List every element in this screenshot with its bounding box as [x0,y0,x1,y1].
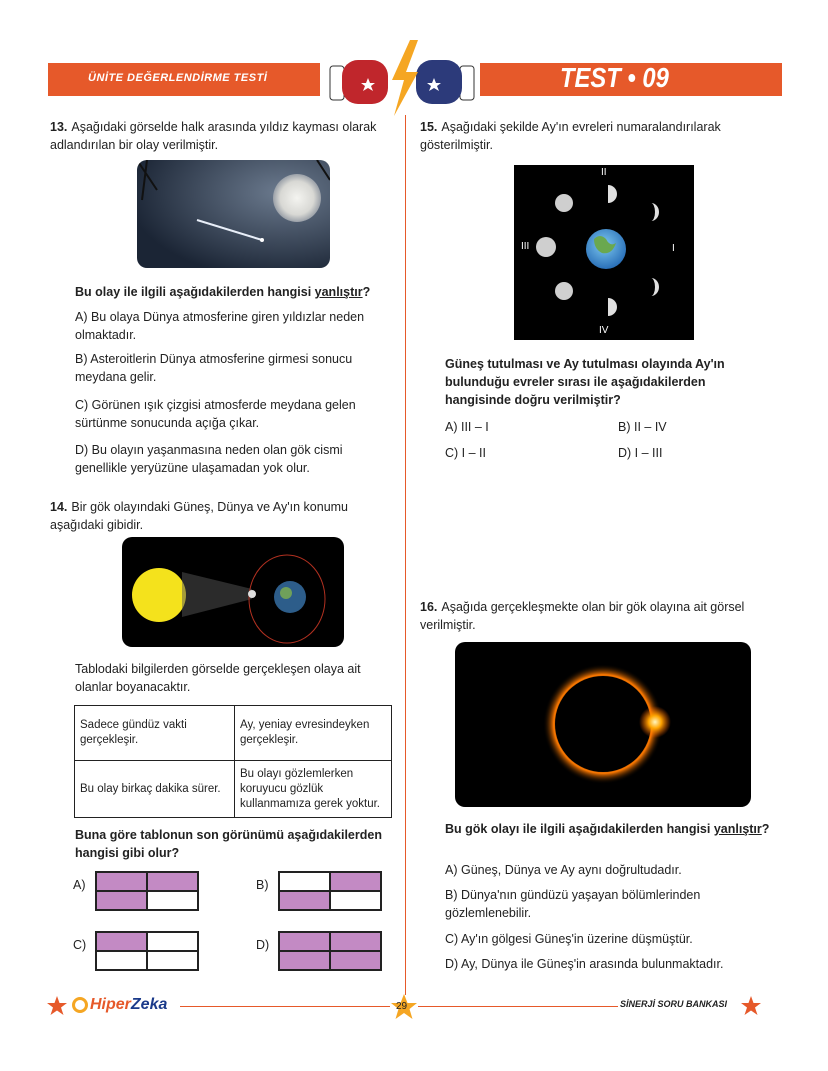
q16-question-underlined: yanlıştır [713,822,762,836]
sun-earth-moon-diagram [122,537,344,647]
table-cell: Sadece gündüz vakti gerçekleşir. [75,706,235,761]
q14-info: Tablodaki bilgilerden görselde gerçekleşen olaya ait olanlar boyanacaktır. [75,662,361,694]
q15-stem-text: Aşağıdaki şekilde Ay'ın evreleri numaralandırılarak gösterilmiştir. [420,120,721,152]
q14-option-b-label[interactable]: B) [256,878,269,892]
table-row [75,706,392,761]
q15-option-c[interactable]: C) I – II [445,446,486,460]
q13-option-a[interactable]: A) Bu olaya Dünya atmosferine giren yıldızlar neden olmaktadır. [75,310,365,342]
table-cell: Ay, yeniay evresindeyken gerçekleşir. [235,706,392,761]
q14-option-a-grid[interactable] [95,871,199,911]
q14-stem-text: Bir gök olayındaki Güneş, Dünya ve Ay'ın konumu aşağıdaki gibidir. [50,500,349,532]
q16-number: 16. [420,600,438,614]
q15-option-a[interactable]: A) III – I [445,420,489,434]
table-cell: Bu olayı gözlemlerken koruyucu gözlük kullanmamıza gerek yoktur. [235,761,392,818]
phase-label-i: I [672,243,675,254]
table-cell: Bu olay birkaç dakika sürer. [75,761,235,818]
q14-option-c-label[interactable]: C) [73,938,87,952]
q13-question-underlined: yanlıştır [314,285,363,299]
footer-line-left [180,1006,390,1007]
q16-question-text: Bu gök olayı ile ilgili aşağıdakilerden hangisi [445,822,714,836]
meteor-photo [137,160,330,268]
moon-phases-diagram [514,165,694,340]
q15-option-d[interactable]: D) I – III [618,446,663,460]
q16-question-mark: ? [761,822,770,836]
q15-number: 15. [420,120,438,134]
phase-label-iii: III [521,241,530,252]
brand-logo [72,996,167,1014]
q16-question [445,820,770,838]
boxing-gloves-icon [322,38,482,118]
q14-table [74,705,392,818]
brand-name-b: Zeka [130,996,168,1013]
q14-question: Buna göre tablonun son görünümü aşağıdakilerden hangisi gibi olur? [75,828,382,860]
page-number: 29 [396,1001,408,1012]
star-icon-right [740,995,762,1017]
solar-eclipse-photo [455,642,751,807]
q16-stem [420,598,770,634]
test-number: TEST • 09 [560,62,669,93]
q14-option-c-grid[interactable] [95,931,199,971]
footer-line-right [418,1006,618,1007]
column-divider [405,115,406,995]
q13-option-c[interactable]: C) Görünen ışık çizgisi atmosferde meydana gelen sürtünme sonucunda açığa çıkar. [75,398,356,430]
q15-question: Güneş tutulması ve Ay tutulması olayında Ay'ın bulunduğu evreler sırası ile aşağıdakilerden hangisinde doğru verilmiştir? [445,357,725,407]
q14-number: 14. [50,500,68,514]
brand-name-a: Hiper [90,996,131,1013]
star-icon [46,995,68,1017]
q13-option-b[interactable]: B) Asteroitlerin Dünya atmosferine girmesi sonucu meydana gelir. [75,352,353,384]
q13-stem-text: Aşağıdaki görselde halk arasında yıldız kayması olarak adlandırılan bir olay verilmiştir. [50,120,377,152]
q14-stem [50,498,392,534]
q13-question [75,283,395,301]
q13-question-mark: ? [362,285,371,299]
q14-option-b-grid[interactable] [278,871,382,911]
phase-label-ii: II [601,167,607,178]
q16-option-a[interactable]: A) Güneş, Dünya ve Ay aynı doğrultudadır. [445,863,682,877]
q13-stem [50,118,392,154]
q16-option-c[interactable]: C) Ay'ın gölgesi Güneş'in üzerine düşmüştür. [445,932,693,946]
q14-option-d-grid[interactable] [278,931,382,971]
series-name: SİNERJİ SORU BANKASI [620,999,728,1009]
q13-question-text: Bu olay ile ilgili aşağıdakilerden hangisi [75,285,315,299]
q15-option-b[interactable]: B) II – IV [618,420,667,434]
table-row [75,761,392,818]
q13-option-d[interactable]: D) Bu olayın yaşanmasına neden olan gök cismi genellikle yeryüzüne ulaşamadan yok olur. [75,443,343,475]
q16-stem-text: Aşağıda gerçekleşmekte olan bir gök olayına ait görsel verilmiştir. [420,600,745,632]
q14-option-d-label[interactable]: D) [256,938,270,952]
q16-option-d[interactable]: D) Ay, Dünya ile Güneş'in arasında bulunmaktadır. [445,957,724,971]
q13-number: 13. [50,120,68,134]
phase-label-iv: IV [599,325,609,336]
q14-option-a-label[interactable]: A) [73,878,86,892]
q16-option-b[interactable]: B) Dünya'nın gündüzü yaşayan bölümlerinden gözlemlenebilir. [445,888,701,920]
unit-test-title: ÜNİTE DEĞERLENDİRME TESTİ [88,72,268,84]
q15-stem [420,118,770,154]
